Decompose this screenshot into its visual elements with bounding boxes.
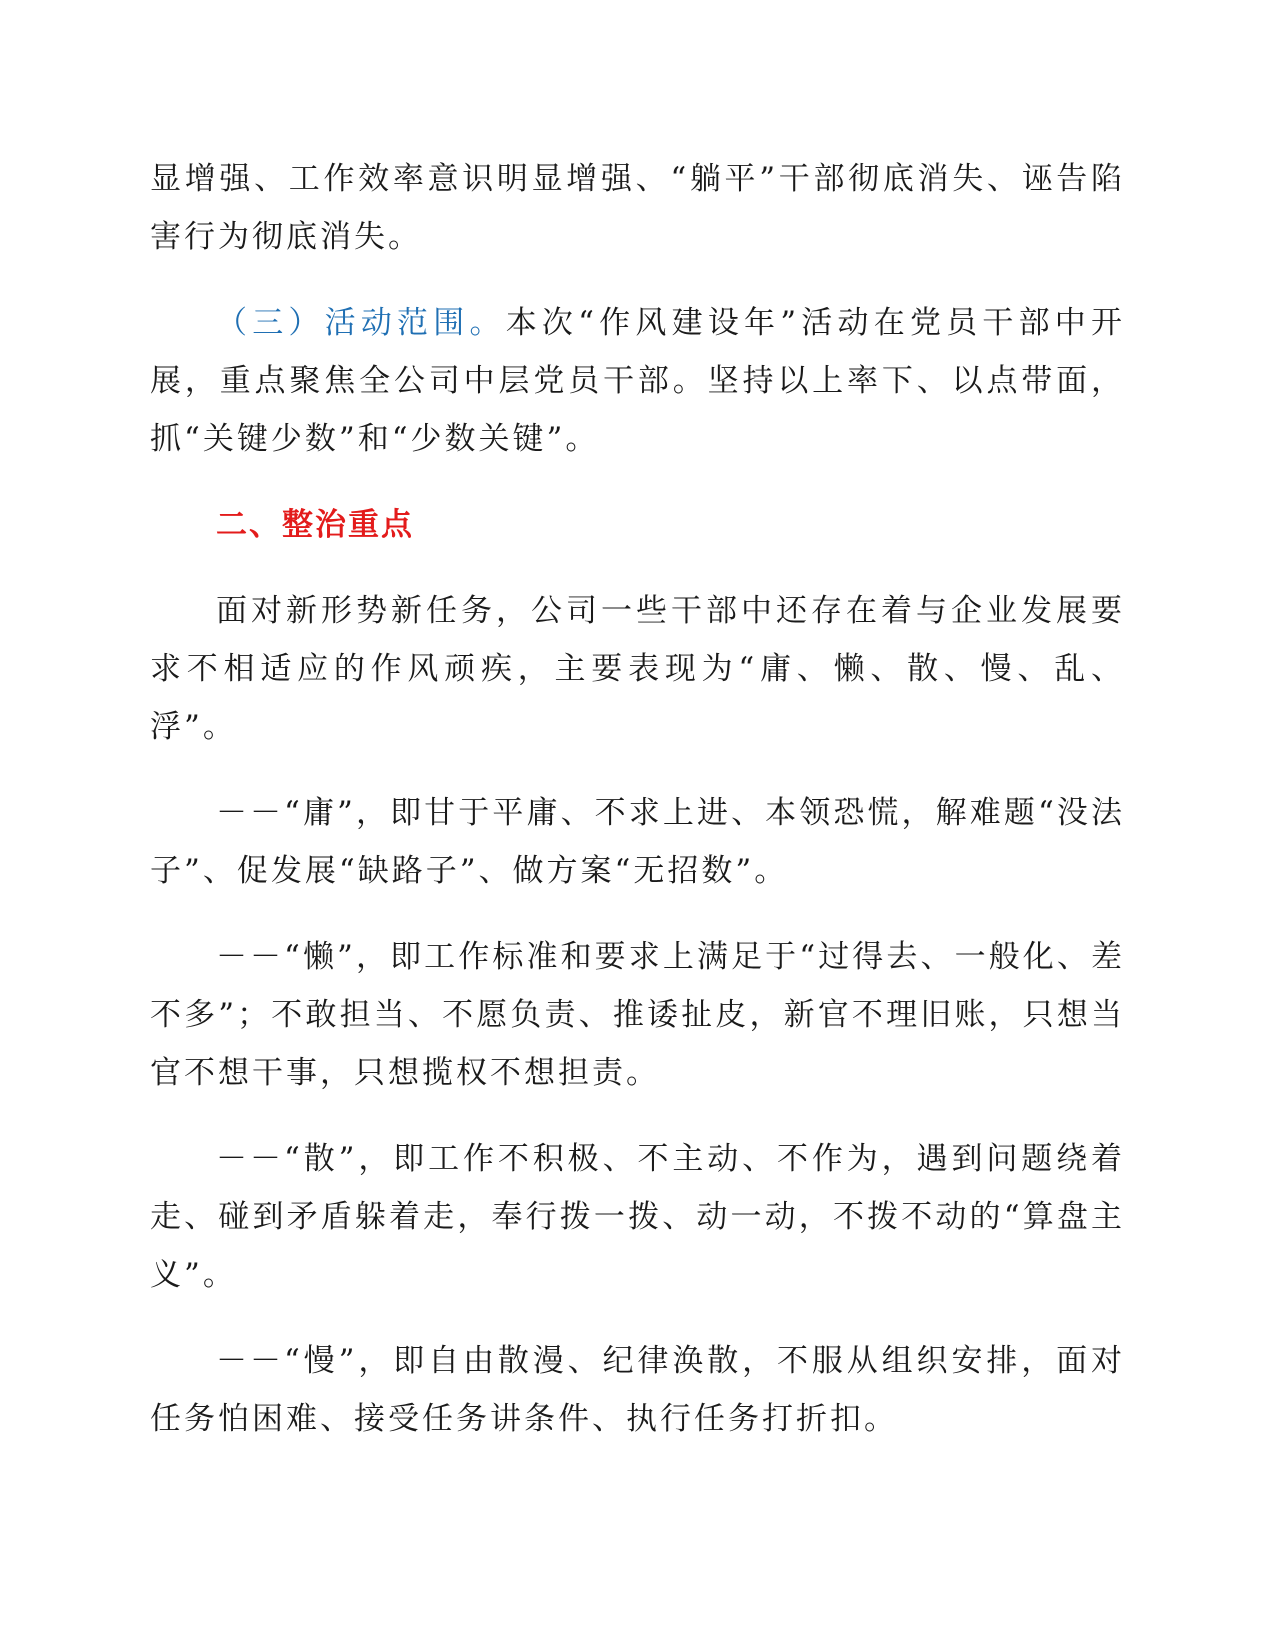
activity-scope-text: 本次“作风建设年”活动在党员干部中开展，重点聚焦全公司中层党员干部。坚持以上率下、以点带面，抓“关键少数”和“少数关键”。 [150,305,1125,457]
paragraph-intro: 面对新形势新任务，公司一些干部中还存在着与企业发展要求不相适应的作风顽疾，主要表现为“庸、懒、散、慢、乱、浮”。 [150,593,1125,745]
paragraph-san: －－“散”，即工作不积极、不主动、不作为，遇到问题绕着走、碰到矛盾躲着走，奉行拨一拨、动一动，不拨不动的“算盘主义”。 [150,1141,1125,1293]
section-heading-rectification-focus: 二、整治重点 [216,507,414,543]
paragraph-activity-scope [150,294,1125,468]
paragraph-man: －－“慢”，即自由散漫、纪律涣散，不服从组织安排，面对任务怕困难、接受任务讲条件、执行任务打折扣。 [150,1343,1125,1437]
paragraph-continuation: 显增强、工作效率意识明显增强、“躺平”干部彻底消失、诬告陷害行为彻底消失。 [150,161,1125,255]
document-body [150,150,1125,1476]
paragraph-lan: －－“懒”，即工作标准和要求上满足于“过得去、一般化、差不多”；不敢担当、不愿负责、推诿扯皮，新官不理旧账，只想当官不想干事，只想揽权不想担责。 [150,939,1125,1091]
paragraph-yong: －－“庸”，即甘于平庸、不求上进、本领恐慌，解难题“没法子”、促发展“缺路子”、做方案“无招数”。 [150,795,1125,889]
subheading-activity-scope: （三）活动范围。 [216,305,506,341]
